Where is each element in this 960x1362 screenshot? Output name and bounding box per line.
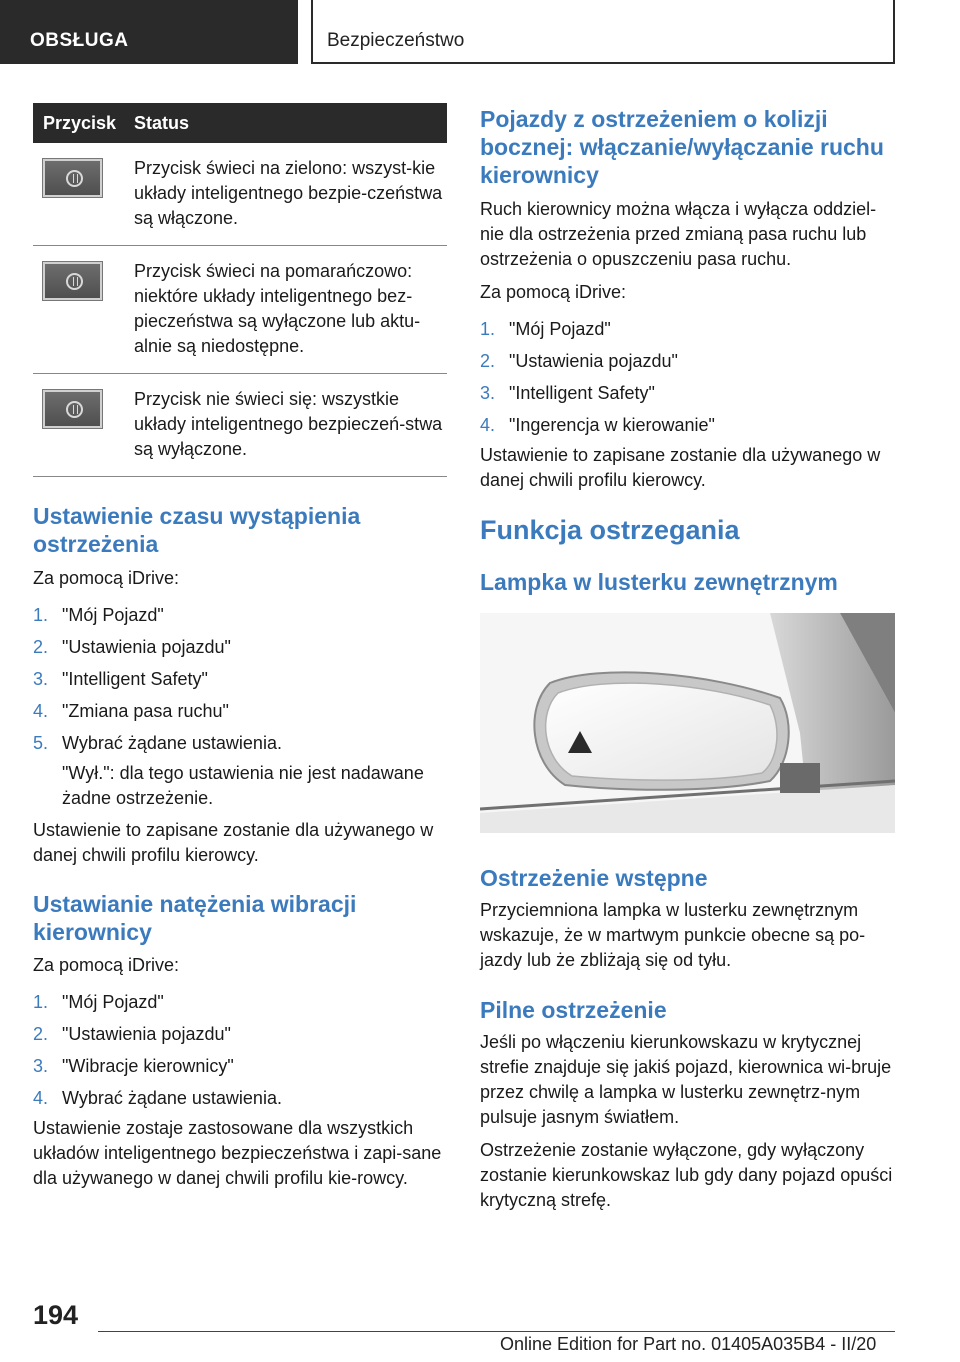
chapter-tab — [311, 0, 895, 64]
list-item: 3. "Wibracje kierownicy" — [33, 1056, 234, 1076]
safety-button-icon — [43, 262, 102, 300]
mirror-illustration — [480, 613, 895, 833]
pre-warning-body: Przyciemniona lampka w lusterku zewnętrznym wskazuje, że w martwym punkcie obecne są po-jazdy lub że zbliżają się od tyłu. — [480, 900, 866, 970]
vibration-steps — [33, 990, 447, 1111]
vibration-outro: Ustawienie zostaje zastosowane dla wszystkich układów inteligentnego bezpieczeństwa i zapi-sane dla używanego w danej chwili profilu kie-rowcy. — [33, 1118, 442, 1188]
warn-time-steps — [33, 603, 447, 756]
list-item: 3. "Intelligent Safety" — [33, 669, 208, 689]
footer-divider — [98, 1331, 895, 1332]
urgent-warning-heading: Pilne ostrzeżenie — [480, 997, 667, 1023]
list-item: 4. "Ingerencja w kierowanie" — [480, 415, 715, 435]
list-item: 2. "Ustawienia pojazdu" — [480, 351, 678, 371]
list-item: 4. "Zmiana pasa ruchu" — [33, 701, 229, 721]
section-title: OBSŁUGA — [30, 30, 129, 51]
mirror-drawing — [480, 613, 895, 833]
mirror-lamp-heading: Lampka w lusterku zewnętrznym — [480, 569, 838, 595]
side-collision-heading: Pojazdy z ostrzeżeniem o kolizji bocznej: włączanie/wyłączanie ruchu kierownicy — [480, 106, 884, 188]
right-column — [480, 103, 895, 1213]
pre-warning-heading: Ostrzeżenie wstępne — [480, 865, 708, 891]
table-header-button: Przycisk — [33, 103, 134, 143]
page-number: 194 — [33, 1300, 79, 1330]
status-text: Przycisk świeci na zielono: wszyst-kie układy inteligentnego bezpie-czeństwa są włączone. — [134, 143, 447, 246]
list-item: 1. "Mój Pojazd" — [33, 605, 164, 625]
list-item: 4. Wybrać żądane ustawienia. — [33, 1088, 282, 1108]
side-collision-steps — [480, 317, 895, 438]
status-table — [33, 103, 447, 477]
list-item: 1. "Mój Pojazd" — [480, 319, 611, 339]
list-item: 2. "Ustawienia pojazdu" — [33, 637, 231, 657]
vibration-heading: Ustawianie natężenia wibracji kierownicy — [33, 891, 357, 945]
warn-time-intro: Za pomocą iDrive: — [33, 568, 180, 588]
safety-button-icon — [43, 390, 102, 428]
side-collision-outro: Ustawienie to zapisane zostanie dla używanego w danej chwili profilu kierowcy. — [480, 445, 881, 490]
list-item: 1. "Mój Pojazd" — [33, 992, 164, 1012]
warn-time-note: "Wył.": dla tego ustawienia nie jest nadawane żadne ostrzeżenie. — [62, 763, 424, 808]
safety-button-icon — [43, 159, 102, 197]
table-row — [33, 246, 447, 374]
side-collision-body: Ruch kierownicy można włącza i wyłącza oddziel-nie dla ostrzeżenia przed zmianą pasa ruchu lub ostrzeżenia o opuszczeniu pasa ruchu. — [480, 199, 877, 269]
list-item: 2. "Ustawienia pojazdu" — [33, 1024, 231, 1044]
list-item: 3. "Intelligent Safety" — [480, 383, 655, 403]
chapter-title: Bezpieczeństwo — [327, 30, 465, 51]
side-collision-intro: Za pomocą iDrive: — [480, 282, 627, 302]
urgent-warning-body-1: Jeśli po włączeniu kierunkowskazu w krytycznej strefie znajduje się jakiś pojazd, kierownica wi-bruje przez chwilę a lampka w lusterku zewnętrz-nym pulsuje jasnym światłem. — [480, 1032, 892, 1127]
section-tab — [0, 0, 298, 64]
table-row — [33, 143, 447, 246]
left-column — [33, 103, 447, 1191]
footer-edition: Online Edition for Part no. 01405A035B4 - II/20 — [500, 1334, 877, 1354]
warn-time-heading: Ustawienie czasu wystąpienia ostrzeżenia — [33, 503, 361, 557]
urgent-warning-body-2: Ostrzeżenie zostanie wyłączone, gdy wyłączony zostanie kierunkowskaz lub gdy dany pojazd opuści krytyczną strefę. — [480, 1140, 893, 1210]
warn-time-outro: Ustawienie to zapisane zostanie dla używanego w danej chwili profilu kierowcy. — [33, 820, 434, 865]
table-header-status: Status — [134, 103, 447, 143]
status-text: Przycisk nie świeci się: wszystkie układy inteligentnego bezpieczeń-stwa są wyłączone. — [134, 374, 447, 477]
status-text: Przycisk świeci na pomarańczowo: niektóre układy inteligentnego bez-pieczeństwa są wyłączone lub aktu-alnie są niedostępne. — [134, 246, 447, 374]
list-item: 5. Wybrać żądane ustawienia. — [33, 733, 282, 753]
vibration-intro: Za pomocą iDrive: — [33, 955, 180, 975]
warning-function-heading: Funkcja ostrzegania — [480, 515, 740, 545]
table-row — [33, 374, 447, 477]
